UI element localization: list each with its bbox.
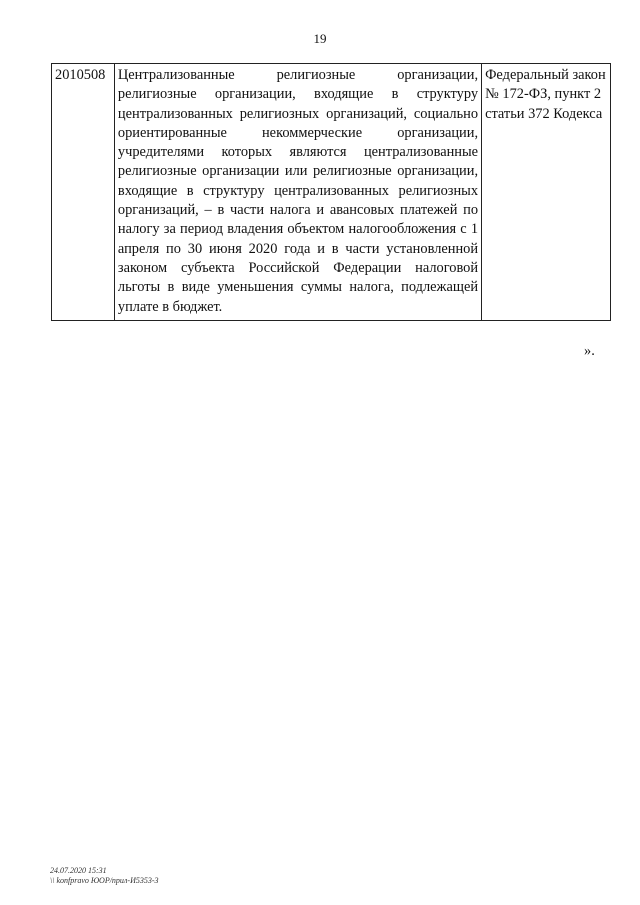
benefits-table	[51, 63, 611, 321]
benefit-description-cell: Централизованные религиозные организации, религиозные организации, входящие в структуру централизованных религиозных организаций, социально ориентированные некоммерческие организации, учредителями которых являются централизованные религиозные организации или религиозные организации, входящие в структуру централизованных религиозных организаций, – в части налога и авансовых платежей по налогу за период владения объектом налогообложения с 1 апреля по 30 июня 2020 года и в части установленной законом субъекта Российской Федерации налоговой льготы в виде уменьшения суммы налога, подлежащей уплате в бюджет.	[114, 64, 481, 321]
footer-timestamp: 24.07.2020 15:31	[50, 866, 107, 875]
table-row	[52, 64, 611, 321]
footer	[50, 866, 159, 886]
page-number: 19	[313, 31, 327, 46]
footer-doc-ref: \\ konfpravo ЮОР/прил-И5353-3	[50, 876, 159, 885]
closing-quote: ».	[584, 343, 595, 359]
benefit-code-cell: 2010508	[52, 64, 115, 321]
legal-basis-cell: Федеральный закон № 172-ФЗ, пункт 2 статьи 372 Кодекса	[482, 64, 611, 321]
